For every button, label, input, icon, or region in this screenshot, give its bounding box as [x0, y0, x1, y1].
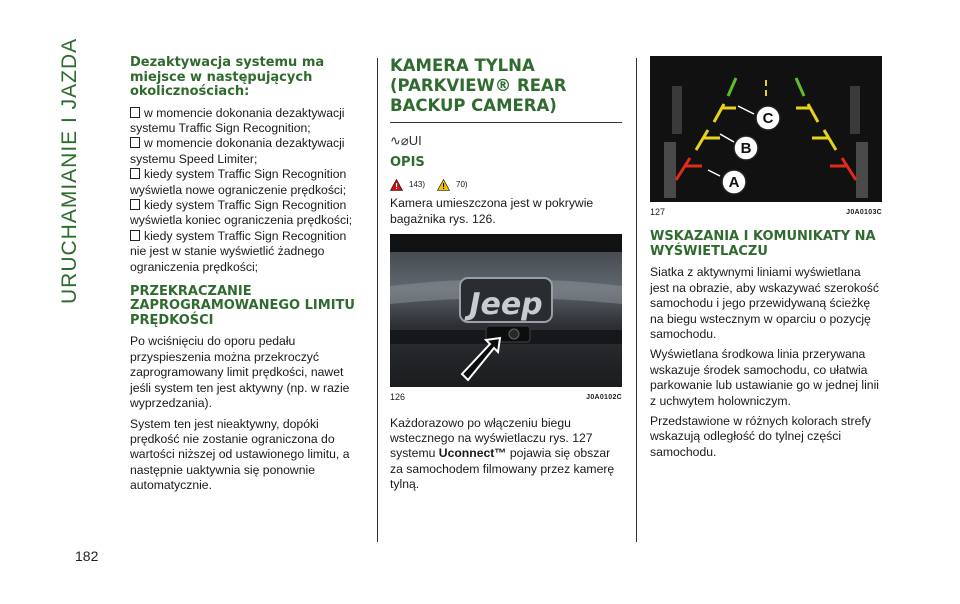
list-item	[130, 229, 362, 275]
list-item	[130, 136, 362, 167]
vehicle-unit-icon: ∿⌀UI	[390, 133, 422, 148]
figure-126-camera-location	[390, 234, 622, 387]
callout-c-label: C	[762, 110, 774, 127]
paragraph: Kamera umieszczona jest w pokrywie bagażnika rys. 126.	[390, 196, 594, 226]
checkbox-bullet-icon	[130, 137, 140, 148]
checkbox-bullet-icon	[130, 230, 140, 241]
paragraph: Po wciśnięciu do oporu pedału przyspieszenia można przekroczyć zaprogramowany limit prędkości, nawet jeśli system ten jest aktywny (np. w razie wyprzedzania).	[130, 334, 350, 411]
side-section-title-text: URUCHAMIANIE I JAZDA	[58, 37, 81, 304]
column-2	[390, 56, 622, 498]
figure-number: 126	[390, 392, 406, 403]
column-divider-2	[636, 58, 637, 542]
page-number: 182	[75, 548, 99, 564]
checkbox-bullet-icon	[130, 107, 140, 118]
jeep-logo-text: Jeep	[469, 287, 543, 323]
subheading-opis: OPIS	[390, 155, 425, 171]
figure-caption	[390, 390, 622, 405]
section-title: KAMERA TYLNA (PARKVIEW® REAR BACKUP CAMERA)	[390, 56, 567, 115]
column-1	[130, 56, 362, 499]
list-item-text: kiedy system Traffic Sign Recognition wyświetla nowe ograniczenie prędkości;	[130, 167, 347, 197]
list-item	[130, 198, 362, 229]
checkbox-bullet-icon	[130, 168, 140, 179]
brand-name: Uconnect™	[438, 446, 507, 461]
paragraph: System ten jest nieaktywny, dopóki prędkość nie zostanie ograniczona do wartości niższej od ustawionego limitu, a następnie uaktywnia się ponownie automatycznie.	[130, 416, 350, 493]
column-divider-1	[377, 58, 378, 542]
callout-a-label: A	[728, 174, 740, 191]
paragraph	[390, 416, 622, 493]
paragraph: Siatka z aktywnymi liniami wyświetlana jest na obrazie, aby wskazywać szerokość samochodu i jego przewidywaną ścieżkę na biegu wstecznym w oparciu o pozycję samochodu.	[650, 265, 879, 342]
paragraph-text: pojawia się obszar za samochodem filmowany przez kamerę tylną.	[390, 446, 615, 492]
figure-127-camera-display	[650, 56, 882, 202]
checkbox-bullet-icon	[130, 199, 140, 210]
warning-ref-1: 143)	[409, 179, 426, 189]
paragraph: Przedstawione w różnych kolorach strefy wskazują odległość do tylnej części samochodu.	[650, 414, 871, 459]
side-section-title	[58, 37, 88, 304]
figure-caption	[650, 205, 882, 220]
list-item-text: kiedy system Traffic Sign Recognition nie jest w stanie wyświetlić żadnego ograniczenia prędkości;	[130, 228, 347, 274]
list-item-text: kiedy system Traffic Sign Recognition wyświetla koniec ograniczenia prędkości;	[130, 197, 353, 228]
tailgate-camera-image	[390, 234, 622, 387]
list-item-text: w momencie dokonania dezaktywacji systemu Traffic Sign Recognition;	[130, 105, 345, 135]
figure-number: 127	[650, 207, 666, 217]
list-item-text: w momencie dokonania dezaktywacji systemu Speed Limiter;	[130, 136, 345, 166]
paragraph-text: Każdorazowo po włączeniu biegu wstecznego na wyświetlaczu rys. 127 systemu	[390, 415, 593, 461]
rear-camera-grid-image	[650, 56, 882, 202]
speed-limit-heading: PRZEKRACZANIE ZAPROGRAMOWANEGO LIMITU PRĘDKOŚCI	[130, 283, 355, 328]
list-item	[130, 167, 362, 198]
list-item	[130, 106, 362, 137]
paragraph: Wyświetlana środkowa linia przerywana wskazuje środek samochodu, co ułatwia parkowanie lub ustawianie go w jednej linii z uchwytem holowniczym.	[650, 347, 879, 408]
figure-code: J0A0103C	[846, 209, 882, 216]
title-rule	[390, 122, 622, 123]
display-indications-heading: WSKAZANIA I KOMUNIKATY NA WYŚWIETLACZU	[650, 229, 876, 259]
column-3	[650, 56, 882, 465]
deactivation-heading: Dezaktywacja systemu ma miejsce w następujących okolicznościach:	[130, 55, 325, 99]
warning-refs	[390, 177, 622, 192]
caution-triangle-icon	[437, 179, 450, 191]
danger-triangle-icon	[390, 179, 403, 191]
callout-b-label: B	[740, 140, 752, 157]
warning-ref-2: 70)	[456, 179, 468, 189]
figure-code: J0A0102C	[586, 394, 622, 402]
